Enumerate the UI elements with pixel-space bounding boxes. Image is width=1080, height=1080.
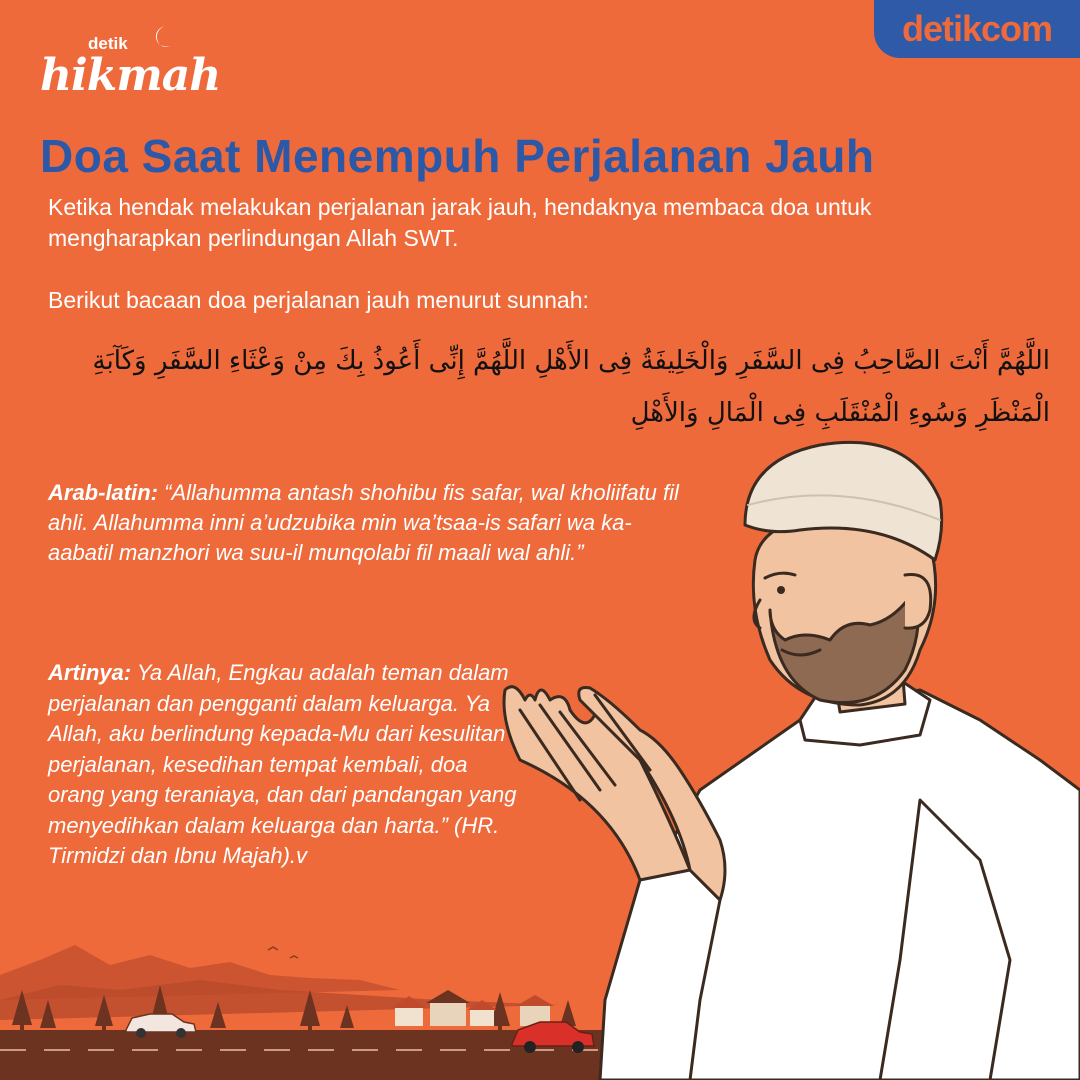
arab-latin-text: “Allahumma antash shohibu fis safar, wal kholiifatu fil ahli. Allahumma inni a’udzubika min wa’tsaa-is safari wa ka-aabatil manzhori wa suu-il munqolabi fil maali wal ahli.”: [48, 480, 679, 565]
arabic-prayer-text: اللَّهُمَّ أَنْتَ الصَّاحِبُ فِى السَّفَرِ وَالْخَلِيفَةُ فِى الأَهْلِ اللَّهُمَّ إِنِّى أَعُوذُ بِكَ مِنْ وَعْثَاءِ السَّفَرِ وَكَآبَةِ الْمَنْظَرِ وَسُوءِ الْمُنْقَلَبِ فِى الْمَالِ وَالأَهْلِ: [92, 346, 1050, 428]
meaning-paragraph: [48, 658, 518, 872]
houses: [392, 990, 554, 1026]
detikcom-brand-badge: detikcom: [874, 0, 1080, 58]
intro-paragraph: Ketika hendak melakukan perjalanan jarak jauh, hendaknya membaca doa untuk mengharapkan perlindungan Allah SWT.: [48, 194, 872, 251]
praying-hands: [504, 687, 725, 900]
meaning-label: Artinya:: [48, 660, 132, 685]
crescent-moon-icon: [150, 24, 172, 52]
arab-latin-label: Arab-latin:: [48, 480, 158, 505]
logo-small-text: detik: [88, 34, 128, 53]
page-title: Doa Saat Menempuh Perjalanan Jauh: [40, 130, 875, 182]
detik-hikmah-logo: [40, 24, 221, 101]
arab-latin-paragraph: [48, 478, 688, 568]
logo-big-text: hikmah: [40, 50, 221, 101]
birds: [268, 947, 298, 958]
lead-paragraph: Berikut bacaan doa perjalanan jauh menurut sunnah:: [48, 287, 589, 313]
meaning-text: Ya Allah, Engkau adalah teman dalam perjalanan dan pengganti dalam keluarga. Ya Allah, aku berlindung kepada-Mu dari kesulitan perjalanan, kesedihan tempat kembali, doa orang yang teraniaya, dan dari pandangan yang menyedihkan dalam keluarga dan harta.” (HR. Tirmidzi dan Ibnu Majah).v: [48, 660, 517, 868]
